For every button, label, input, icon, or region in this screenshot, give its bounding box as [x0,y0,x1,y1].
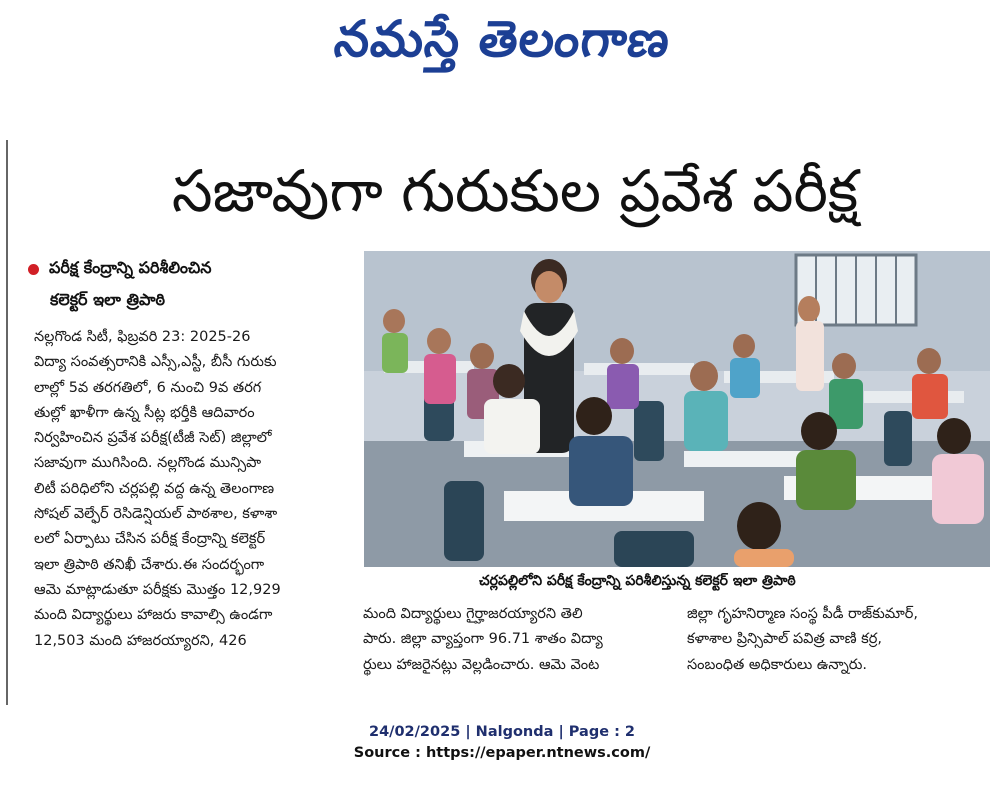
text-line: తుల్లో ఖాళీగా ఉన్న సీట్ల భర్తీకి ఆదివారం [34,404,255,421]
subhead-line-2: కలెక్టర్ ఇలా త్రిపాఠి [50,290,165,309]
article-headline: సజావుగా గురుకుల ప్రవేశ పరీక్ష [171,157,859,225]
edition-info: 24/02/2025 | Nalgonda | Page : 2 [368,724,636,740]
text-line: లలో ఏర్పాటు చేసిన పరీక్ష కేంద్రాన్ని కలెక్టర్ [34,531,266,548]
text-line: జిల్లా గృహనిర్మాణ సంస్థ పీడీ రాజ్‌కుమార్, [687,606,919,622]
text-line: 12,503 మంది హాజరయ్యారని, 426 [34,632,247,649]
text-line: సోషల్ వెల్ఫేర్ రెసిడెన్షియల్ పాఠశాల, కళాశా [34,506,278,523]
page-footer [0,722,1004,764]
text-line: సజావుగా ముగిసింది. నల్లగొండ మున్సిపా [34,455,262,472]
photo-illustration [364,251,990,567]
text-line: ఆమె మాట్లాడుతూ పరీక్షకు మొత్తం 12,929 [34,581,281,598]
text-line: ఇలా త్రిపాఠి తనిఖీ చేశారు.ఈ సందర్భంగా [34,556,265,573]
photo-caption-bar [364,567,990,597]
masthead [0,0,1004,90]
classroom-exam-photo [364,251,990,567]
text-line: మంది విద్యార్థులు హాజరు కావాల్సి ఉండగా [34,607,273,624]
article-column-2 [363,602,663,678]
red-bullet-icon [28,264,39,275]
article-column-3 [687,602,987,678]
source-link[interactable]: Source : https://epaper.ntnews.com/ [353,745,651,761]
photo-caption: చర్లపల్లిలోని పరీక్ష కేంద్రాన్ని పరిశీలిస్తున్న కలెక్టర్ ఇలా త్రిపాఠి [479,572,796,589]
text-line: సంబంధిత అధికారులు ఉన్నారు. [687,656,867,673]
text-line: ర్థులు హాజరైనట్లు వెల్లడించారు. ఆమె వెంట [363,656,600,673]
subhead-row [28,258,212,281]
text-line: విద్యా సంవత్సరానికి ఎస్సీ,ఎస్టీ, బీసీ గురుకు [34,354,277,371]
article-column-1 [34,325,334,654]
subhead-line-1: పరీక్ష కేంద్రాన్ని పరిశీలించిన [49,258,212,277]
text-line: కళాశాల ప్రిన్సిపాల్ పవిత్ర వాణి కర్ర, [687,631,882,648]
newspaper-logo: నమస్తే తెలంగాణ [331,9,674,68]
text-line: మంది విద్యార్థులు గైర్హాజరయ్యారని తెలి [363,606,583,622]
text-line: నల్లగొండ సిటీ, ఫిబ్రవరి 23: 2025-26 [34,329,251,345]
text-line: లిటీ పరిధిలోని చర్లపల్లి వద్ద ఉన్న తెలంగాణ [34,480,275,497]
text-line: లాల్లో 5వ తరగతిలో, 6 నుంచి 9వ తరగ [34,379,262,396]
text-line: నిర్వహించిన ప్రవేశ పరీక్ష(టీజీ సెట్) జిల్లాలో [34,430,272,447]
text-line: పారు. జిల్లా వ్యాప్తంగా 96.71 శాతం విద్యా [363,631,603,648]
